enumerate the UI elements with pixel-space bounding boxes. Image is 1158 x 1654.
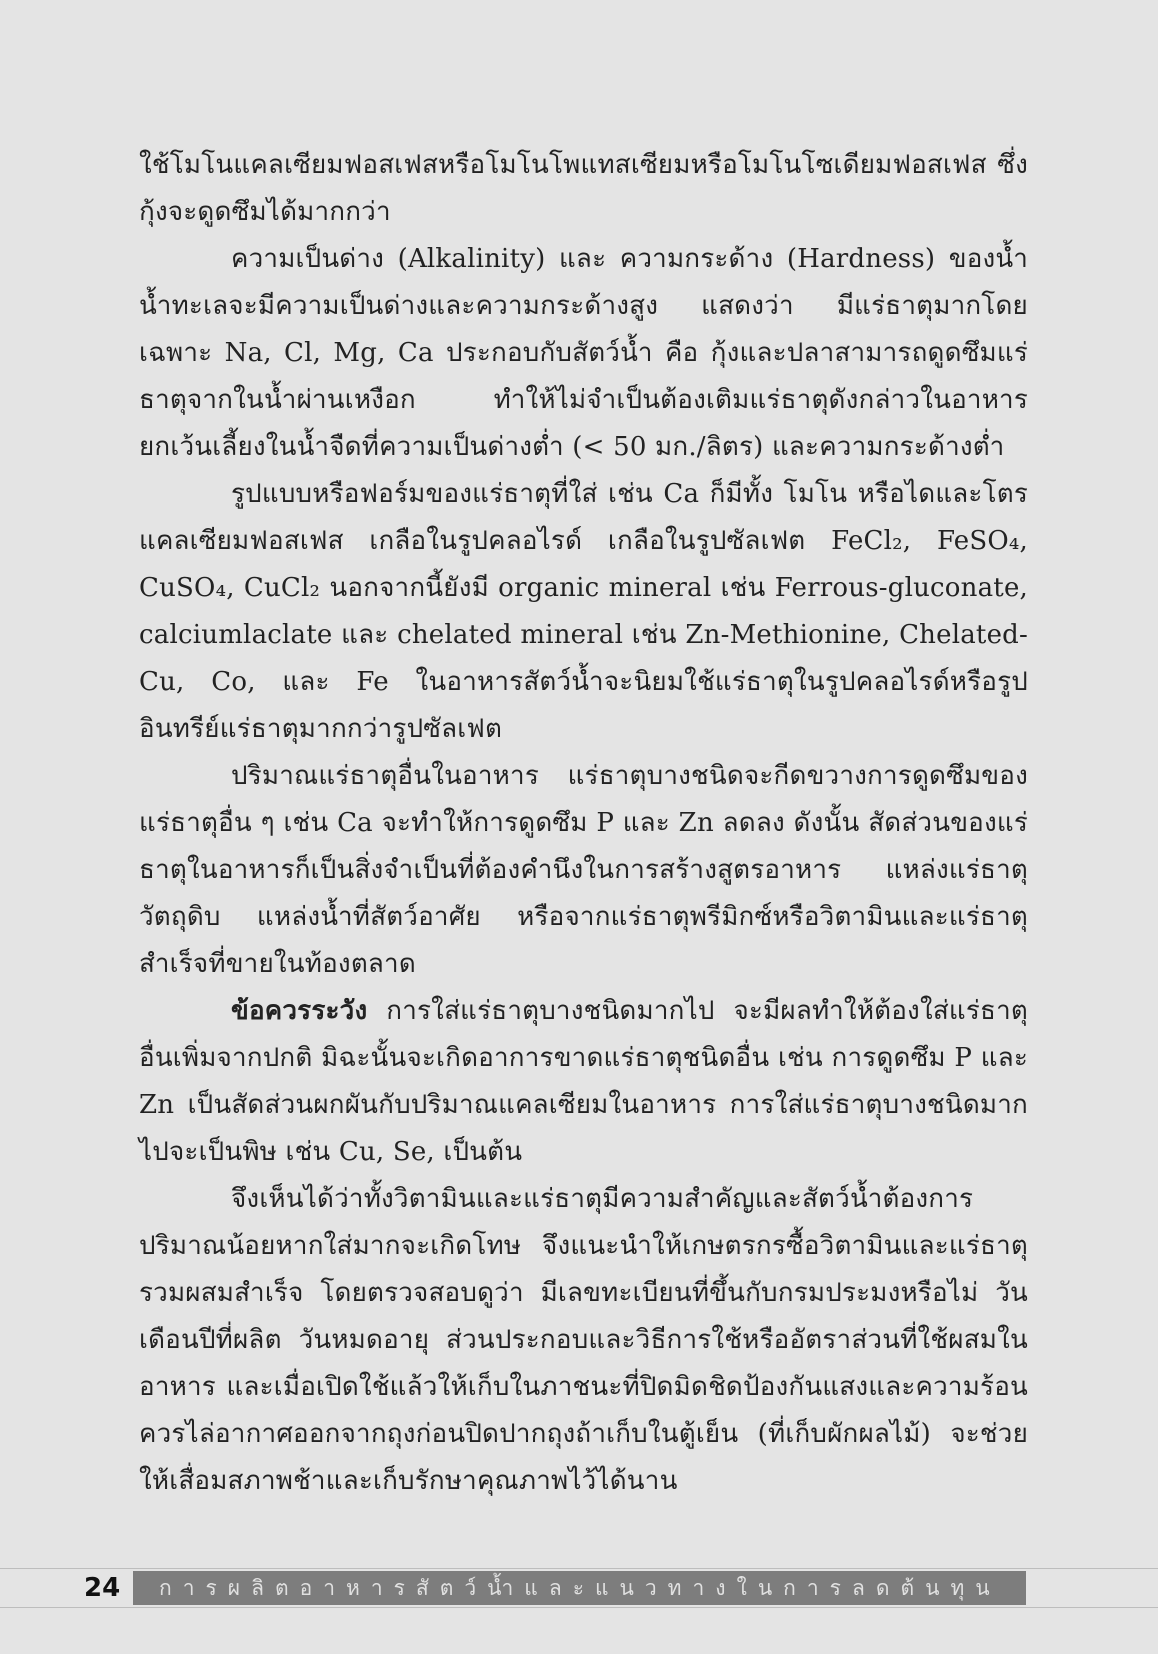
footer-divider-bottom xyxy=(0,1607,1158,1608)
paragraph-3 xyxy=(139,471,1028,753)
paragraph-4 xyxy=(139,753,1028,988)
paragraph-1 xyxy=(139,142,1028,236)
page-number: 24 xyxy=(84,1573,121,1603)
running-title: การผลิตอาหารสัตว์น้ำและแนวทางในการลดต้นทุน xyxy=(159,1576,1001,1600)
paragraph-5 xyxy=(139,988,1028,1176)
page-footer xyxy=(0,1568,1158,1608)
caution-heading: ข้อควรระวัง xyxy=(231,996,368,1026)
paragraph-6-text: จึงเห็นได้ว่าทั้งวิตามินและแร่ธาตุมีความสำคัญและสัตว์น้ำต้องการปริมาณน้อยหากใส่มากจะเกิดโทษ จึงแนะนำให้เกษตรกรซื้อวิตามินและแร่ธาตุรวมผสมสำเร็จ โดยตรวจสอบดูว่า มีเลขทะเบียนที่ขึ้นกับกรมประมงหรือไม่ วันเดือนปีที่ผลิต วันหมดอายุ ส่วนประกอบและวิธีการใช้หรืออัตราส่วนที่ใช้ผสมในอาหาร และเมื่อเปิดใช้แล้วให้เก็บในภาชนะที่ปิดมิดชิดป้องกันแสงและความร้อน ควรไล่อากาศออกจากถุงก่อนปิดปากถุงถ้าเก็บในตู้เย็น (ที่เก็บผักผลไม้) จะช่วยให้เสื่อมสภาพช้าและเก็บรักษาคุณภาพไว้ได้นาน xyxy=(139,1184,1028,1496)
paragraph-5-text: การใส่แร่ธาตุบางชนิดมากไป จะมีผลทำให้ต้องใส่แร่ธาตุอื่นเพิ่มจากปกติ มิฉะนั้นจะเกิดอาการขาดแร่ธาตุชนิดอื่น เช่น การดูดซึม P และ Zn เป็นสัดส่วนผกผันกับปริมาณแคลเซียมในอาหาร การใส่แร่ธาตุบางชนิดมากไปจะเป็นพิษ เช่น Cu, Se, เป็นต้น xyxy=(139,996,1028,1167)
paragraph-1-text: ใช้โมโนแคลเซียมฟอสเฟสหรือโมโนโพแทสเซียมหรือโมโนโซเดียมฟอสเฟส ซึ่งกุ้งจะดูดซึมได้มากกว่า xyxy=(139,150,1028,227)
paragraph-2 xyxy=(139,236,1028,471)
paragraph-3-text: รูปแบบหรือฟอร์มของแร่ธาตุที่ใส่ เช่น Ca ก็มีทั้ง โมโน หรือไดและโตรแคลเซียมฟอสเฟส เกลือในรูปคลอไรด์ เกลือในรูปซัลเฟต FeCl₂, FeSO₄, CuSO₄, CuCl₂ นอกจากนี้ยังมี organic mineral เช่น Ferrous-gluconate, calciumlaclate และ chelated mineral เช่น Zn-Methionine, Chelated-Cu, Co, และ Fe ในอาหารสัตว์น้ำจะนิยมใช้แร่ธาตุในรูปคลอไรด์หรือรูปอินทรีย์แร่ธาตุมากกว่ารูปซัลเฟต xyxy=(139,479,1028,744)
paragraph-6 xyxy=(139,1176,1028,1505)
paragraph-4-text: ปริมาณแร่ธาตุอื่นในอาหาร แร่ธาตุบางชนิดจะกีดขวางการดูดซึมของแร่ธาตุอื่น ๆ เช่น Ca จะทำให้การดูดซึม P และ Zn ลดลง ดังนั้น สัดส่วนของแร่ธาตุในอาหารก็เป็นสิ่งจำเป็นที่ต้องคำนึงในการสร้างสูตรอาหาร แหล่งแร่ธาตุวัตถุดิบ แหล่งน้ำที่สัตว์อาศัย หรือจากแร่ธาตุพรีมิกซ์หรือวิตามินและแร่ธาตุสำเร็จที่ขายในท้องตลาด xyxy=(139,761,1028,979)
footer-title-band xyxy=(133,1571,1026,1605)
page-body xyxy=(139,142,1028,1505)
footer-divider-top xyxy=(0,1568,1158,1569)
paragraph-2-text: ความเป็นด่าง (Alkalinity) และ ความกระด้าง (Hardness) ของน้ำน้ำทะเลจะมีความเป็นด่างและความกระด้างสูง แสดงว่า มีแร่ธาตุมากโดยเฉพาะ Na, Cl, Mg, Ca ประกอบกับสัตว์น้ำ คือ กุ้งและปลาสามารถดูดซึมแร่ธาตุจากในน้ำผ่านเหงือก ทำให้ไม่จำเป็นต้องเติมแร่ธาตุดังกล่าวในอาหาร ยกเว้นเลี้ยงในน้ำจืดที่ความเป็นด่างต่ำ (< 50 มก./ลิตร) และความกระด้างต่ำ xyxy=(139,244,1028,462)
